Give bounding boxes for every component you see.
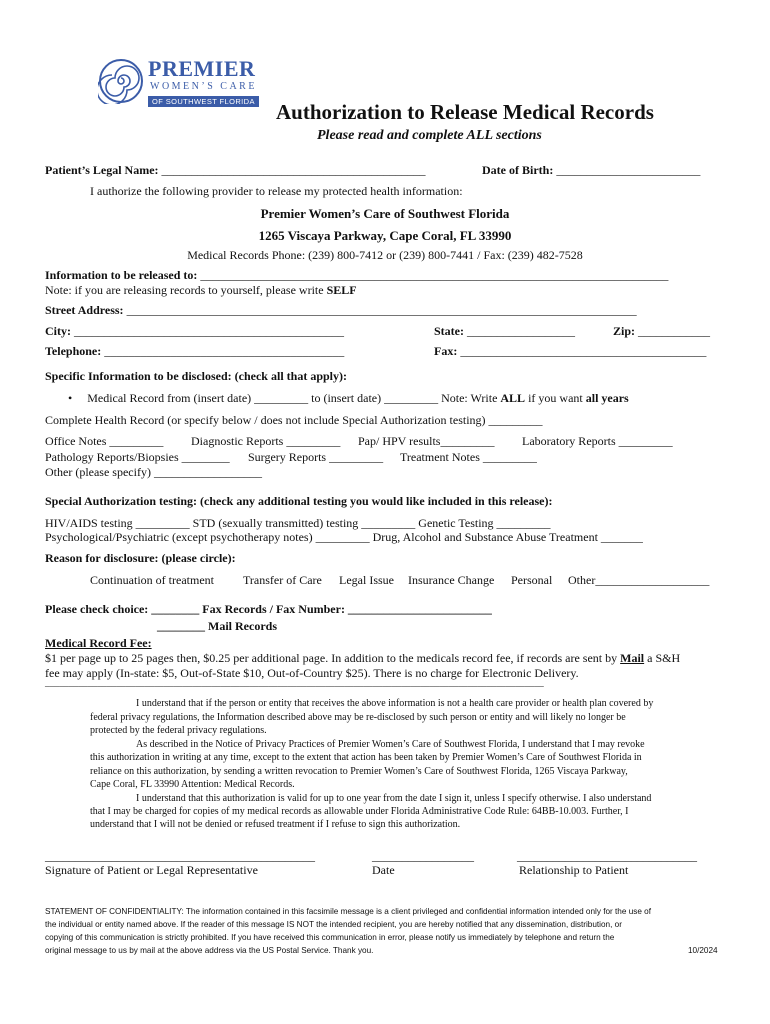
legal-p2c: reliance on this authorization, by sending a written revocation to Premier Women’s Care of Southwest Florida, 1265 Viscaya Parkway, bbox=[90, 766, 628, 777]
surgery-item[interactable]: Surgery Reports _________ bbox=[248, 450, 384, 464]
patient-name-field[interactable]: ____________________________________________ bbox=[161, 163, 426, 177]
zip-field[interactable]: ____________ bbox=[638, 324, 711, 338]
provider-name: Premier Women’s Care of Southwest Florida bbox=[260, 206, 510, 221]
complete-record-item[interactable]: Complete Health Record (or specify below / does not include Special Authorization testing) _________ bbox=[45, 413, 543, 427]
page-title: Authorization to Release Medical Records bbox=[276, 100, 654, 124]
fee-rule: _________________________________________________________________________________________________________ bbox=[45, 679, 544, 689]
provider-phones: Medical Records Phone: (239) 800-7412 or (239) 800-7441 / Fax: (239) 482-7528 bbox=[187, 248, 583, 262]
fee-line1-end: a S&H bbox=[647, 651, 681, 665]
street-row bbox=[45, 303, 637, 318]
fax-row bbox=[434, 344, 706, 359]
provider-address: 1265 Viscaya Parkway, Cape Coral, FL 33990 bbox=[258, 228, 512, 243]
zip-row bbox=[613, 324, 710, 339]
reason-transfer[interactable]: Transfer of Care bbox=[243, 573, 322, 587]
legal-p2a: As described in the Notice of Privacy Practices of Premier Women’s Care of Southwest Florida, I understand that I may revoke bbox=[136, 739, 645, 750]
city-field[interactable]: _____________________________________________ bbox=[74, 324, 344, 338]
logo-shell-icon bbox=[98, 58, 144, 104]
reason-legal[interactable]: Legal Issue bbox=[339, 573, 394, 587]
fax-field[interactable]: _________________________________________ bbox=[460, 344, 707, 358]
bullet-mid: if you want bbox=[528, 391, 583, 405]
confidentiality-l3: copying of this communication is strictly prohibited. If you have received this communication in error, please notify us immediately by telephone and return the bbox=[45, 933, 615, 942]
pathology-item[interactable]: Pathology Reports/Biopsies ________ bbox=[45, 450, 230, 464]
telephone-label: Telephone: bbox=[45, 344, 102, 358]
pap-item[interactable]: Pap/ HPV results_________ bbox=[358, 434, 495, 448]
patient-name-label: Patient’s Legal Name: bbox=[45, 163, 159, 177]
logo-line3: OF SOUTHWEST FLORIDA bbox=[148, 96, 259, 107]
choice-mail[interactable]: ________ Mail Records bbox=[157, 619, 277, 633]
patient-row bbox=[45, 163, 426, 178]
legal-p1c: protected by the federal privacy regulations. bbox=[90, 725, 267, 736]
legal-p2d: Cape Coral, FL 33990 Attention: Medical Records. bbox=[90, 779, 295, 790]
reason-continuation[interactable]: Continuation of treatment bbox=[90, 573, 214, 587]
legal-p1a: I understand that if the person or entity that receives the above information is not a health care provider or health plan covered by bbox=[136, 698, 654, 709]
form-version: 10/2024 bbox=[688, 946, 718, 955]
page-subtitle: Please read and complete ALL sections bbox=[317, 128, 542, 143]
bullet-icon: • bbox=[68, 391, 73, 405]
release-to-label: Information to be released to: bbox=[45, 268, 198, 282]
street-field[interactable]: _____________________________________________________________________________________ bbox=[126, 303, 637, 317]
legal-p3b: that I may be charged for copies of my medical records as allowable under Florida Administrative Code Rule: 64BB-10.003. Further, I bbox=[90, 806, 629, 817]
date-field[interactable]: _________________ bbox=[372, 849, 474, 863]
confidentiality-l2: the individual or entity named above. If the reader of this message IS NOT the intended recipient, you are hereby notified that any dissemination, distribution, or bbox=[45, 920, 622, 929]
city-label: City: bbox=[45, 324, 71, 338]
confidentiality-l4: original message to us by mail at the above address via the US Postal Service. Thank you. bbox=[45, 946, 374, 955]
state-label: State: bbox=[434, 324, 464, 338]
legal-p3a: I understand that this authorization is valid for up to one year from the date I sign it, unless I specify otherwise. I also understand bbox=[136, 793, 652, 804]
fax-label: Fax: bbox=[434, 344, 458, 358]
telephone-field[interactable]: ________________________________________ bbox=[104, 344, 345, 358]
special-heading: Special Authorization testing: (check any additional testing you would like included in this release): bbox=[45, 494, 553, 508]
authorize-text: I authorize the following provider to release my protected health information: bbox=[90, 184, 463, 198]
dob-row bbox=[482, 163, 700, 178]
fee-line1 bbox=[45, 651, 680, 666]
signature-label: Signature of Patient or Legal Representative bbox=[45, 863, 258, 877]
release-note bbox=[45, 283, 357, 298]
confidentiality-l1: STATEMENT OF CONFIDENTIALITY: The information contained in this facsimile message is a client privileged and confidential information intended only for the use of bbox=[45, 907, 651, 916]
other-item[interactable]: Other (please specify) __________________ bbox=[45, 465, 262, 479]
dob-label: Date of Birth: bbox=[482, 163, 554, 177]
release-to-field[interactable]: ______________________________________________________________________________ bbox=[200, 268, 669, 282]
street-label: Street Address: bbox=[45, 303, 124, 317]
telephone-row bbox=[45, 344, 344, 359]
fee-mail: Mail bbox=[620, 651, 645, 665]
dob-field[interactable]: ________________________ bbox=[556, 163, 701, 177]
fee-line2: fee may apply (In-state: $5, Out-of-State $10, Out-of-Country $25). There is no charge for Electronic Delivery. bbox=[45, 666, 579, 680]
bullet-medical-record bbox=[68, 391, 629, 406]
lab-item[interactable]: Laboratory Reports _________ bbox=[522, 434, 673, 448]
legal-p2b: this authorization in writing at any time, except to the extent that action has been taken by Premier Women’s Care of Southwest Florida in bbox=[90, 752, 642, 763]
special-line1[interactable]: HIV/AIDS testing _________ STD (sexually transmitted) testing _________ Genetic Testing _________ bbox=[45, 516, 551, 530]
state-field[interactable]: __________________ bbox=[467, 324, 575, 338]
fee-heading: Medical Record Fee: bbox=[45, 636, 152, 650]
fee-line1-text: $1 per page up to 25 pages then, $0.25 per additional page. In addition to the medicals record fee, if records are sent by bbox=[45, 651, 618, 665]
reason-personal[interactable]: Personal bbox=[511, 573, 553, 587]
legal-p3c: understand that I will not be denied or refused treatment if I refuse to sign this authorization. bbox=[90, 819, 461, 830]
office-notes-item[interactable]: Office Notes _________ bbox=[45, 434, 164, 448]
relationship-field[interactable]: ______________________________ bbox=[517, 849, 697, 863]
reason-insurance[interactable]: Insurance Change bbox=[408, 573, 495, 587]
choice-fax[interactable]: Please check choice: ________ Fax Records / Fax Number: ________________________ bbox=[45, 602, 492, 616]
state-row bbox=[434, 324, 575, 339]
bullet-years: all years bbox=[585, 391, 629, 405]
date-label: Date bbox=[372, 863, 395, 877]
release-note-text: Note: if you are releasing records to yourself, please write bbox=[45, 283, 324, 297]
zip-label: Zip: bbox=[613, 324, 636, 338]
reason-other[interactable]: Other___________________ bbox=[568, 573, 710, 587]
special-line2[interactable]: Psychological/Psychiatric (except psychotherapy notes) _________ Drug, Alcohol and Substance Abuse Treatment _______ bbox=[45, 530, 643, 544]
logo-line2: WOMEN’S CARE bbox=[150, 81, 257, 92]
relationship-label: Relationship to Patient bbox=[519, 863, 629, 877]
specific-heading: Specific Information to be disclosed: (check all that apply): bbox=[45, 369, 347, 383]
bullet-text[interactable]: Medical Record from (insert date) _________ to (insert date) _________ Note: Write bbox=[87, 391, 498, 405]
reason-heading: Reason for disclosure: (please circle): bbox=[45, 551, 236, 565]
city-row bbox=[45, 324, 344, 339]
release-to-row bbox=[45, 268, 668, 283]
treatment-item[interactable]: Treatment Notes _________ bbox=[400, 450, 537, 464]
release-note-self: SELF bbox=[326, 283, 357, 297]
diagnostic-item[interactable]: Diagnostic Reports _________ bbox=[191, 434, 341, 448]
logo-line1: PREMIER bbox=[148, 56, 256, 81]
signature-field[interactable]: _____________________________________________ bbox=[45, 849, 315, 863]
bullet-all: ALL bbox=[500, 391, 526, 405]
logo bbox=[98, 58, 258, 118]
legal-p1b: federal privacy regulations, the Information described above may be re-disclosed by such person or entity and will likely no longer be bbox=[90, 712, 626, 723]
